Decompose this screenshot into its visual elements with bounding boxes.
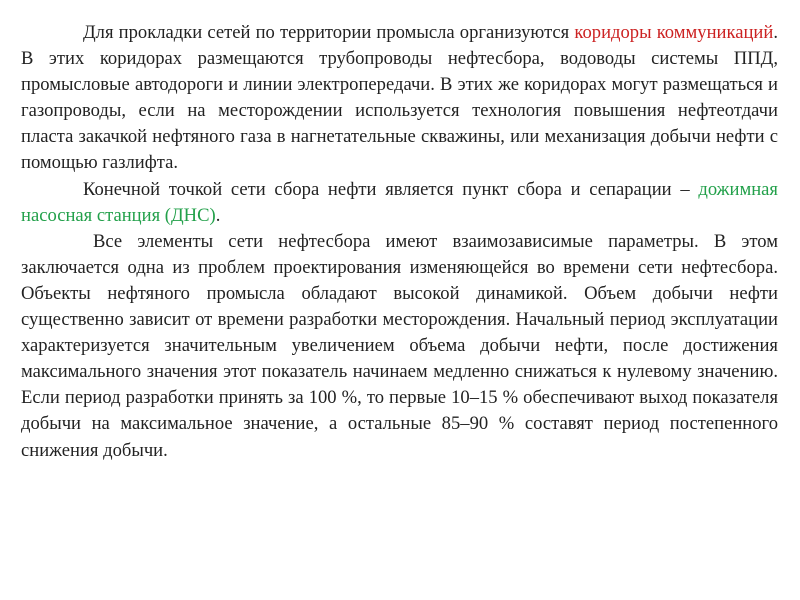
paragraph-endpoint bbox=[21, 177, 778, 229]
term-booster-pump-station: дожимная насосная станция (ДНС) bbox=[21, 178, 778, 226]
paragraph-network-parameters: Все элементы сети нефтесбора имеют взаимозависимые параметры. В этом заключается одна из проблем проектирования изменяющейся во времени сети нефтесбора. Объекты нефтяного промысла обладают высокой динамикой. Объем добычи нефти существенно зависит от времени разработки месторождения. Начальный период эксплуатации характеризуется значительным увеличением объема добычи нефти, после достижения максимального значения этот показатель начинаем медленно снижаться к нулевому значению. Если период разработки принять за 100 %, то первые 10–15 % обеспечивают выход показателя добычи на максимальное значение, а остальные 85–90 % составят период постепенного снижения добычи. bbox=[21, 230, 778, 461]
paragraph-corridors-intro: Для прокладки сетей по территории промысла организуются bbox=[83, 22, 575, 43]
paragraph-endpoint-end: . bbox=[215, 204, 221, 226]
paragraph-endpoint-intro: Конечной точкой сети сбора нефти является пункт сбора и сепарации – bbox=[83, 178, 699, 200]
paragraph-corridors-body: . В этих коридорах размещаются трубопроводы нефтесбора, водоводы системы ППД, промысловые автодороги и линии электропередачи. В этих же коридорах могут размещаться и газопроводы, если на месторождении используется технология повышения нефтеотдачи пласта закачкой нефтяного газа в нагнетательные скважины, или механизация добычи нефти с помощью газлифта. bbox=[21, 22, 778, 174]
term-communication-corridors: коридоры коммуникаций bbox=[574, 22, 774, 43]
paragraph-corridors bbox=[21, 20, 778, 177]
